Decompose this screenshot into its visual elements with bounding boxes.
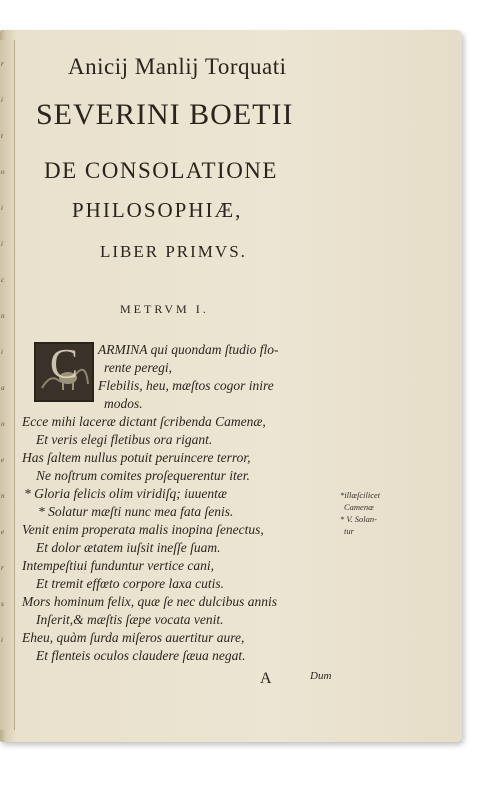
previous-page-char: a — [1, 384, 5, 392]
previous-page-char: i — [1, 240, 3, 248]
verse-line: Et flenteis oculos claudere ſæua negat. — [36, 648, 246, 663]
previous-page-char: i — [1, 96, 3, 104]
title-line-5: LIBER PRIMVS. — [100, 242, 247, 261]
previous-page-char: n — [1, 492, 5, 500]
margin-note: *illæſcilicet — [340, 490, 381, 500]
verse-line: Et dolor ætatem iuſsit ineſſe ſuam. — [36, 540, 221, 555]
previous-page-char: s — [1, 600, 4, 608]
verse-line: Ecce mihi laceræ dictant ſcribenda Camenæ, — [22, 414, 266, 429]
margin-note: tur — [344, 526, 354, 536]
previous-page-char: o — [1, 168, 5, 176]
verse-line: * Solatur mæſti nunc mea fata ſenis. — [38, 504, 234, 519]
margin-note: Camenæ — [344, 502, 374, 512]
title-line-3: DE CONSOLATIONE — [44, 158, 278, 183]
previous-page-edge — [0, 40, 15, 730]
previous-page-char: i — [1, 636, 3, 644]
verse-line: Has ſaltem nullus potuit peruincere terror, — [22, 450, 251, 465]
verse-line: Inſerit,& mæſtis ſæpe vocata venit. — [36, 612, 224, 627]
previous-page-char: n — [1, 312, 5, 320]
verse-line: rente peregi, — [104, 360, 172, 375]
previous-page-char: e — [1, 528, 5, 536]
verse-line: Venit enim properata malis inopina ſenectus, — [22, 522, 264, 537]
decorated-initial-letter-icon — [34, 342, 94, 402]
verse-line: modos. — [104, 396, 143, 411]
verse-line: Ne noſtrum comites proſequerentur iter. — [36, 468, 250, 483]
previous-page-char: t — [1, 132, 3, 140]
verse-line: Mors hominum felix, quæ ſe nec dulcibus annis — [22, 594, 277, 609]
title-line-4: PHILOSOPHIÆ, — [72, 198, 243, 222]
catchword: Dum — [310, 670, 332, 682]
signature-mark: A — [260, 670, 272, 687]
verse-line: Et tremit effœto corpore laxa cutis. — [36, 576, 224, 591]
previous-page-char: o — [1, 420, 5, 428]
previous-page-char: c — [1, 276, 5, 284]
previous-page-char: i — [1, 204, 3, 212]
previous-page-char: e — [1, 456, 5, 464]
previous-page-char: r — [1, 564, 4, 572]
previous-page-char: r — [1, 60, 4, 68]
verse-line: ARMINA qui quondam ſtudio flo- — [98, 342, 279, 357]
verse-line: Intempeſtiui funduntur vertice cani, — [22, 558, 214, 573]
title-line-2: SEVERINI BOETII — [36, 98, 294, 131]
margin-note: * V. Solan- — [340, 514, 377, 524]
book-page — [14, 30, 460, 742]
verse-line: Eheu, quàm ſurda miſeros auertitur aure, — [22, 630, 245, 645]
verse-line: Flebilis, heu, mæſtos cogor inire — [98, 378, 274, 393]
initial-letter: C — [49, 344, 79, 388]
section-heading: METRVM I. — [120, 302, 209, 316]
verse-line: Et veris elegi fletibus ora rigant. — [36, 432, 213, 447]
title-line-1: Anicij Manlij Torquati — [68, 54, 287, 79]
verse-line: * Gloria felicis olim viridiſq; iuuentæ — [24, 486, 227, 501]
previous-page-char: i — [1, 348, 3, 356]
